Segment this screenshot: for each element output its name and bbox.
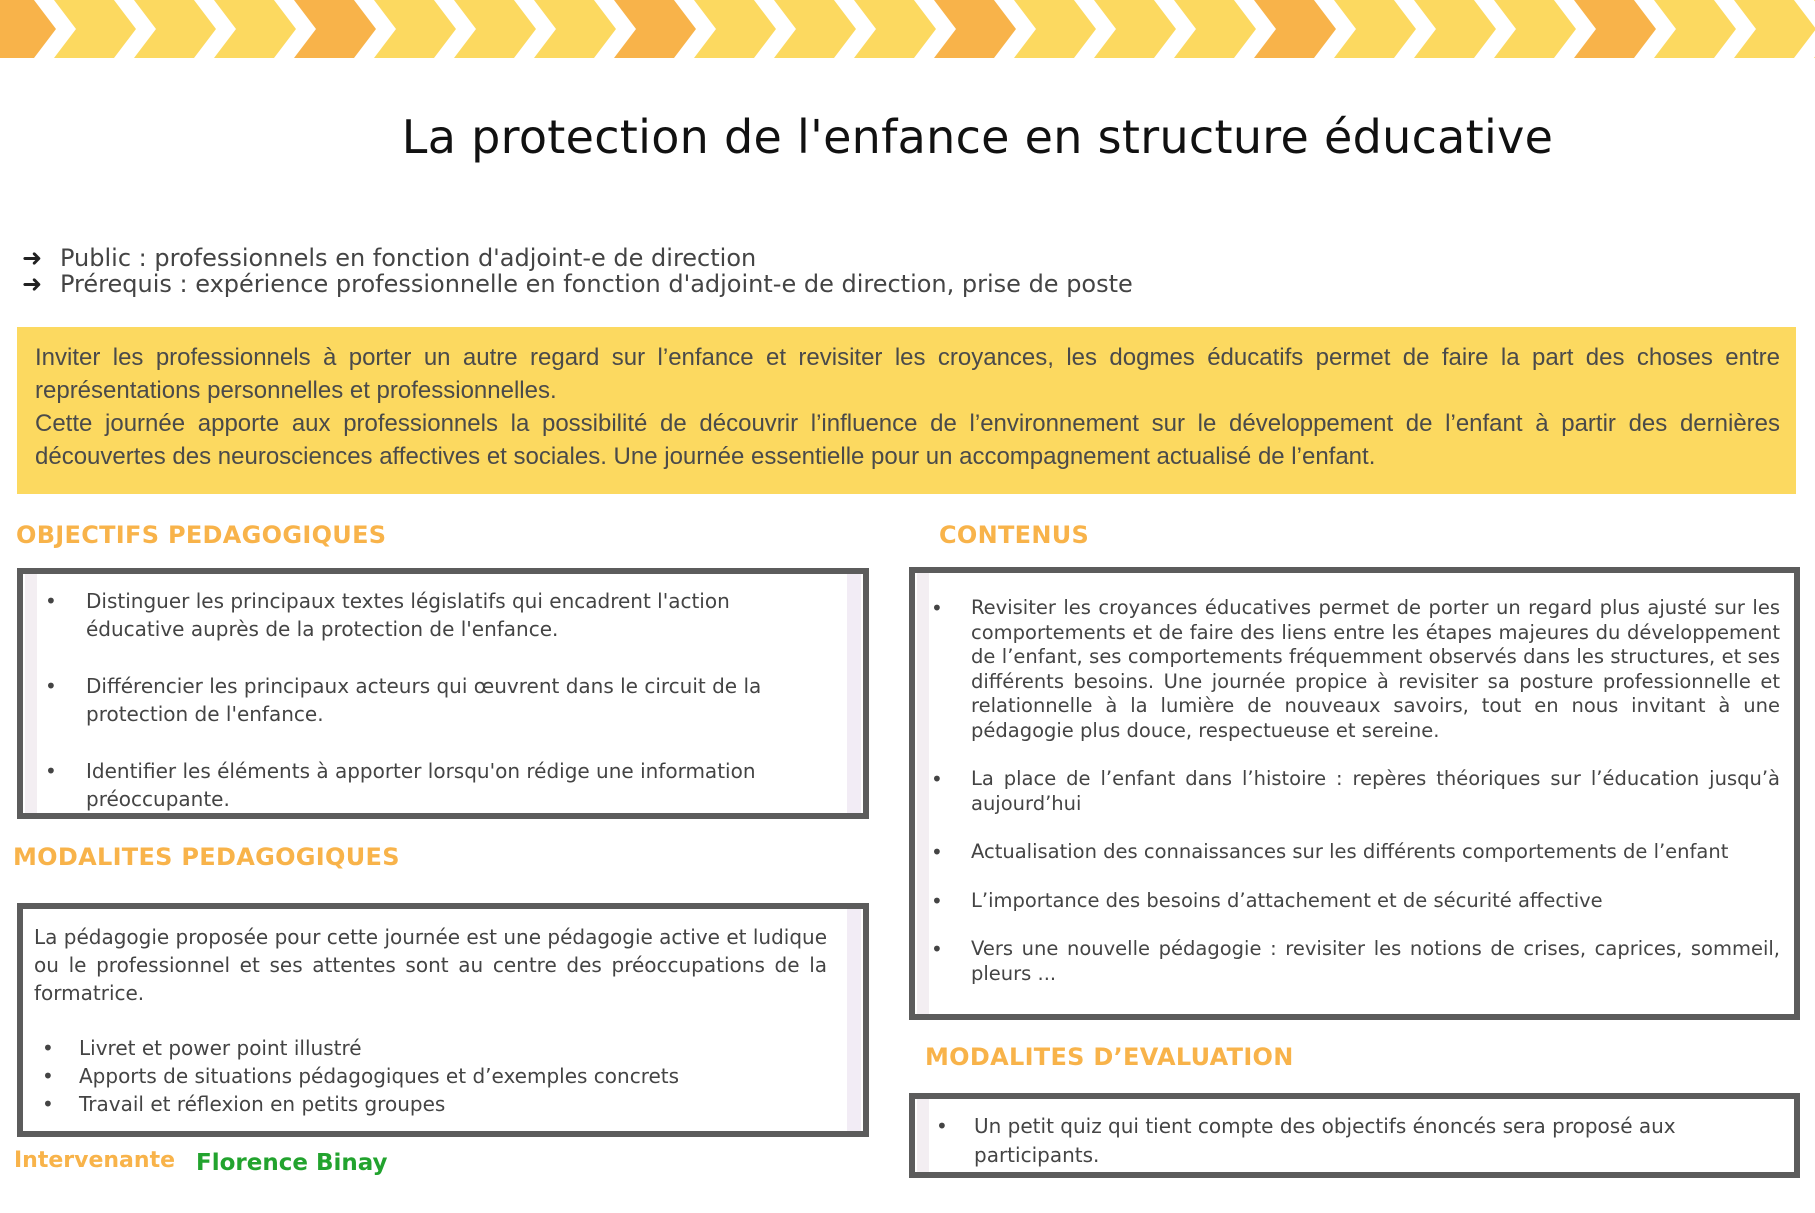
contenu-text: Revisiter les croyances éducatives permet de porter un regard plus ajusté sur les comportements et de faire des liens entre les étapes majeures du développement de l’enfant, ses comportements fréquemment observés dans les structures, et ses différents besoins. Une journée propice à revisiter sa posture professionnelle et relationnelle à la lumière de nouveaux savoirs, tout en nous invitant à une pédagogie plus douce, respectueuse et sereine. (971, 596, 1780, 742)
modalites-text: La pédagogie proposée pour cette journée est une pédagogie active et ludique ou le professionnel et ses attentes sont au centre des préoccupations de la formatrice. (34, 925, 827, 1005)
modalites-box (17, 903, 869, 1137)
intro-banner (17, 327, 1796, 494)
objectif-text: Différencier les principaux acteurs qui œuvrent dans le circuit de la protection de l'enfance. (86, 674, 762, 726)
list-item: • Identifier les éléments à apporter lorsqu'on rédige une information préoccupante. (45, 759, 756, 811)
list-item: • L’importance des besoins d’attachement et de sécurité affective (931, 888, 1603, 913)
prerequis-line (22, 270, 1133, 298)
objectif-text: Distinguer les principaux textes législatifs qui encadrent l'action éducative auprès de la protection de l'enfance. (86, 589, 730, 641)
list-item: • Vers une nouvelle pédagogie : revisiter les notions de crises, caprices, sommeil, pleurs ... (931, 937, 1780, 985)
chevron-banner (0, 0, 1815, 58)
list-item: • La place de l’enfant dans l’histoire : repères théoriques sur l’éducation jusqu’à aujourd’hui (931, 767, 1780, 815)
evaluation-text: Un petit quiz qui tient compte des objectifs énoncés sera proposé aux participants. (974, 1114, 1676, 1167)
list-item: • Actualisation des connaissances sur les différents comportements de l’enfant (931, 840, 1729, 864)
list-item: • Livret et power point illustré (42, 1036, 362, 1060)
intro-paragraph-1: Inviter les professionnels à porter un autre regard sur l’enfance et revisiter les croyances, les dogmes éducatifs permet de faire la part des choses entre représentations personnelles et professionnelles. (35, 344, 1780, 404)
contenus-heading: CONTENUS (939, 521, 1090, 549)
intervenante-name: Florence Binay (196, 1150, 388, 1176)
objectifs-box (17, 568, 869, 819)
intervenante-label: Intervenante (14, 1148, 176, 1173)
list-item: • Différencier les principaux acteurs qui œuvrent dans le circuit de la protection de l'enfance. (45, 674, 762, 726)
objectif-text: Identifier les éléments à apporter lorsqu'on rédige une information préoccupante. (86, 759, 756, 811)
modalite-item-text: Livret et power point illustré (79, 1036, 362, 1060)
evaluation-box (909, 1093, 1800, 1178)
modalite-item-text: Travail et réflexion en petits groupes (79, 1092, 446, 1116)
list-item: • Un petit quiz qui tient compte des objectifs énoncés sera proposé aux participants. (936, 1114, 1676, 1167)
contenu-text: La place de l’enfant dans l’histoire : repères théoriques sur l’éducation jusqu’à aujourd’hui (971, 767, 1780, 815)
list-item: • Revisiter les croyances éducatives permet de porter un regard plus ajusté sur les comportements et de faire des liens entre les étapes majeures du développement de l’enfant, ses comportements fréquemment observés dans les structures, et ses différents besoins. Une journée propice à revisiter sa posture professionnelle et relationnelle à la lumière de nouveaux savoirs, tout en nous invitant à une pédagogie plus douce, respectueuse et sereine. (931, 596, 1780, 742)
arrow-right-icon: ➜ (22, 270, 43, 298)
public-line (22, 244, 756, 272)
list-item: • Apports de situations pédagogiques et d’exemples concrets (42, 1064, 680, 1088)
prerequis-text: Prérequis : expérience professionnelle en fonction d'adjoint-e de direction, prise de poste (60, 270, 1133, 298)
evaluation-heading: MODALITES D’EVALUATION (925, 1043, 1294, 1071)
modalite-item-text: Apports de situations pédagogiques et d’exemples concrets (79, 1064, 680, 1088)
contenu-text: L’importance des besoins d’attachement et de sécurité affective (971, 888, 1603, 912)
modalites-heading: MODALITES PEDAGOGIQUES (13, 843, 400, 871)
contenus-box (909, 567, 1800, 1020)
contenu-text: Vers une nouvelle pédagogie : revisiter les notions de crises, caprices, sommeil, pleurs ... (971, 937, 1780, 985)
page-title: La protection de l'enfance en structure éducative (401, 110, 1554, 164)
objectifs-heading: OBJECTIFS PEDAGOGIQUES (16, 521, 387, 549)
list-item: • Distinguer les principaux textes législatifs qui encadrent l'action éducative auprès de la protection de l'enfance. (45, 589, 730, 641)
contenu-text: Actualisation des connaissances sur les différents comportements de l’enfant (971, 840, 1729, 863)
arrow-right-icon: ➜ (22, 244, 43, 272)
list-item: • Travail et réflexion en petits groupes (42, 1092, 446, 1116)
intro-paragraph-2: Cette journée apporte aux professionnels la possibilité de découvrir l’influence de l’environnement sur le développement de l’enfant à partir des dernières découvertes des neurosciences affectives et sociales. Une journée essentielle pour un accompagnement actualisé de l’enfant. (35, 410, 1780, 470)
public-text: Public : professionnels en fonction d'adjoint-e de direction (60, 244, 757, 272)
